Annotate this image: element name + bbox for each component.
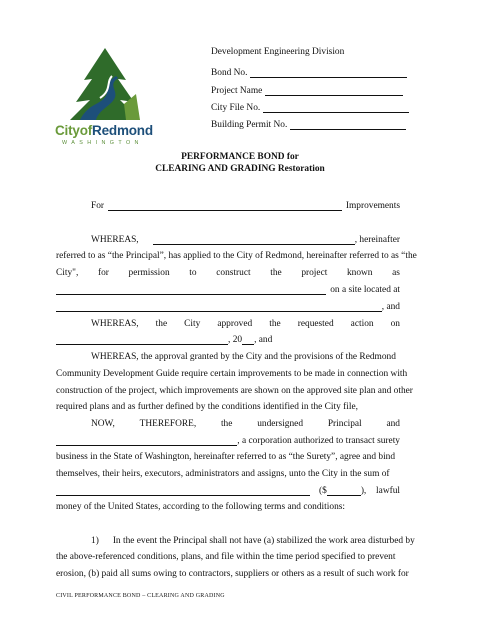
for-improvements-line[interactable]: For Improvements bbox=[91, 201, 400, 211]
document-title-line2: CLEARING AND GRADING Restoration bbox=[155, 164, 325, 174]
bond-sum-line[interactable]: ($ ), lawful bbox=[56, 486, 400, 496]
para-justified-line: City", for permission to construct the project known as bbox=[56, 268, 400, 278]
para-text: WHEREAS, the approval granted by the City and the provisions of the Redmond bbox=[91, 352, 396, 362]
para-text: required plans and as further defined by the conditions identified in the City file, bbox=[56, 402, 359, 412]
para-text: construction of the project, which improvements are shown on the approved site plan and other bbox=[56, 386, 413, 396]
building-permit-field[interactable]: Building Permit No. bbox=[211, 120, 406, 130]
para-text: themselves, their heirs, executors, administrators and assigns, unto the City in the sum of bbox=[56, 469, 390, 479]
bond-no-field[interactable]: Bond No. bbox=[211, 68, 407, 78]
surety-name-line[interactable]: , a corporation authorized to transact surety bbox=[56, 436, 400, 446]
project-name-blank-line[interactable]: on a site located at bbox=[56, 285, 400, 295]
project-name-field[interactable]: Project Name bbox=[211, 86, 403, 96]
para-justified-line: WHEREAS, the City approved the requested action on bbox=[91, 319, 400, 329]
para-text: erosion, (b) paid all sums owing to contractors, suppliers or others as a result of such work for bbox=[56, 569, 409, 579]
para-justified-line: NOW, THEREFORE, the undersigned Principal and bbox=[91, 419, 400, 429]
approval-date-line[interactable]: , 20 , and bbox=[56, 335, 400, 345]
tree-river-icon bbox=[66, 46, 144, 122]
document-title-line1: PERFORMANCE BOND for bbox=[181, 152, 299, 162]
para-text: the above-referenced conditions, plans, and file within the time period specified to prevent bbox=[56, 552, 396, 562]
condition-1-line: 1) In the event the Principal shall not have (a) stabilized the work area disturbed by bbox=[91, 536, 415, 546]
logo-wordmark: CityofRedmond bbox=[55, 123, 153, 138]
page-footer: CIVIL PERFORMANCE BOND – CLEARING AND GRADING bbox=[56, 593, 225, 599]
site-location-blank-line[interactable]: , and bbox=[56, 302, 400, 312]
logo-subtitle: WASHINGTON bbox=[62, 140, 143, 146]
division-name: Development Engineering Division bbox=[211, 47, 345, 57]
para-text: business in the State of Washington, hereinafter referred to as “the Surety”, agree and bind bbox=[56, 452, 396, 462]
principal-line[interactable]: WHEREAS, , hereinafter bbox=[91, 235, 400, 245]
city-logo bbox=[52, 46, 158, 150]
para-text: money of the United States, according to the following terms and conditions: bbox=[56, 502, 346, 512]
city-file-no-field[interactable]: City File No. bbox=[211, 103, 409, 113]
para-text: referred to as “the Principal”, has applied to the City of Redmond, hereinafter referred to as “the bbox=[56, 251, 417, 261]
para-text: Community Development Guide require certain improvements to be made in connection with bbox=[56, 369, 408, 379]
